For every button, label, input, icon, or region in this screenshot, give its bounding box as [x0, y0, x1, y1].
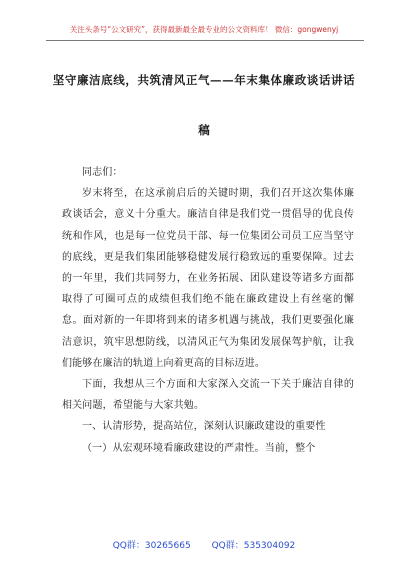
subsection-paragraph: （一）从宏观环境看廉政建设的严肃性。当前，整个 [82, 442, 316, 454]
footer-qq-group-1: QQ群：30265665 [112, 541, 191, 551]
body-paragraph: 岁末将至，在这承前启后的关键时期，我们召开这次集体廉政谈话会，意义十分重大。廉洁自律是我们党一贯倡导的优良传统和作风，也是每一位党员干部、每一位集团公司员工应当坚守的底线，更是我们集团能够稳健发展行稳致远的重要保障。过去的一年里，我们共同努力，在业务拓展、团队建设等诸多方面都取得了可圈可点的成绩但我们绝不能在廉政建设上有丝毫的懈怠。面对新的一年即将到来的诸多机遇与挑战，我们更要强化廉洁意识，筑牢思想防线，以清风正气为集团发展保驾护航，让我们能够在廉洁的轨道上向着更高的目标迈进。 [62, 188, 354, 369]
footer-qq-group-2: QQ群：535304092 [211, 541, 296, 551]
body-paragraph: 下面，我想从三个方面和大家深入交流一下关于廉洁自律的相关问题，希望能与大家共勉。 [62, 379, 354, 412]
greeting: 同志们： [82, 167, 123, 178]
footer [0, 538, 408, 551]
document-title-continued: 稿 [198, 123, 210, 137]
section-heading: 一、认清形势，提高站位，深刻认识廉政建设的重要性 [82, 421, 326, 433]
header-banner: 关注头条号“公文研究”，获得最新最全最专业的公文资料库！ 微信：gongwenyj [69, 25, 339, 34]
header-divider [46, 40, 364, 41]
document-title: 坚守廉洁底线，共筑清风正气——年末集体廉政谈话讲话 [52, 73, 356, 87]
document-body [62, 162, 354, 459]
